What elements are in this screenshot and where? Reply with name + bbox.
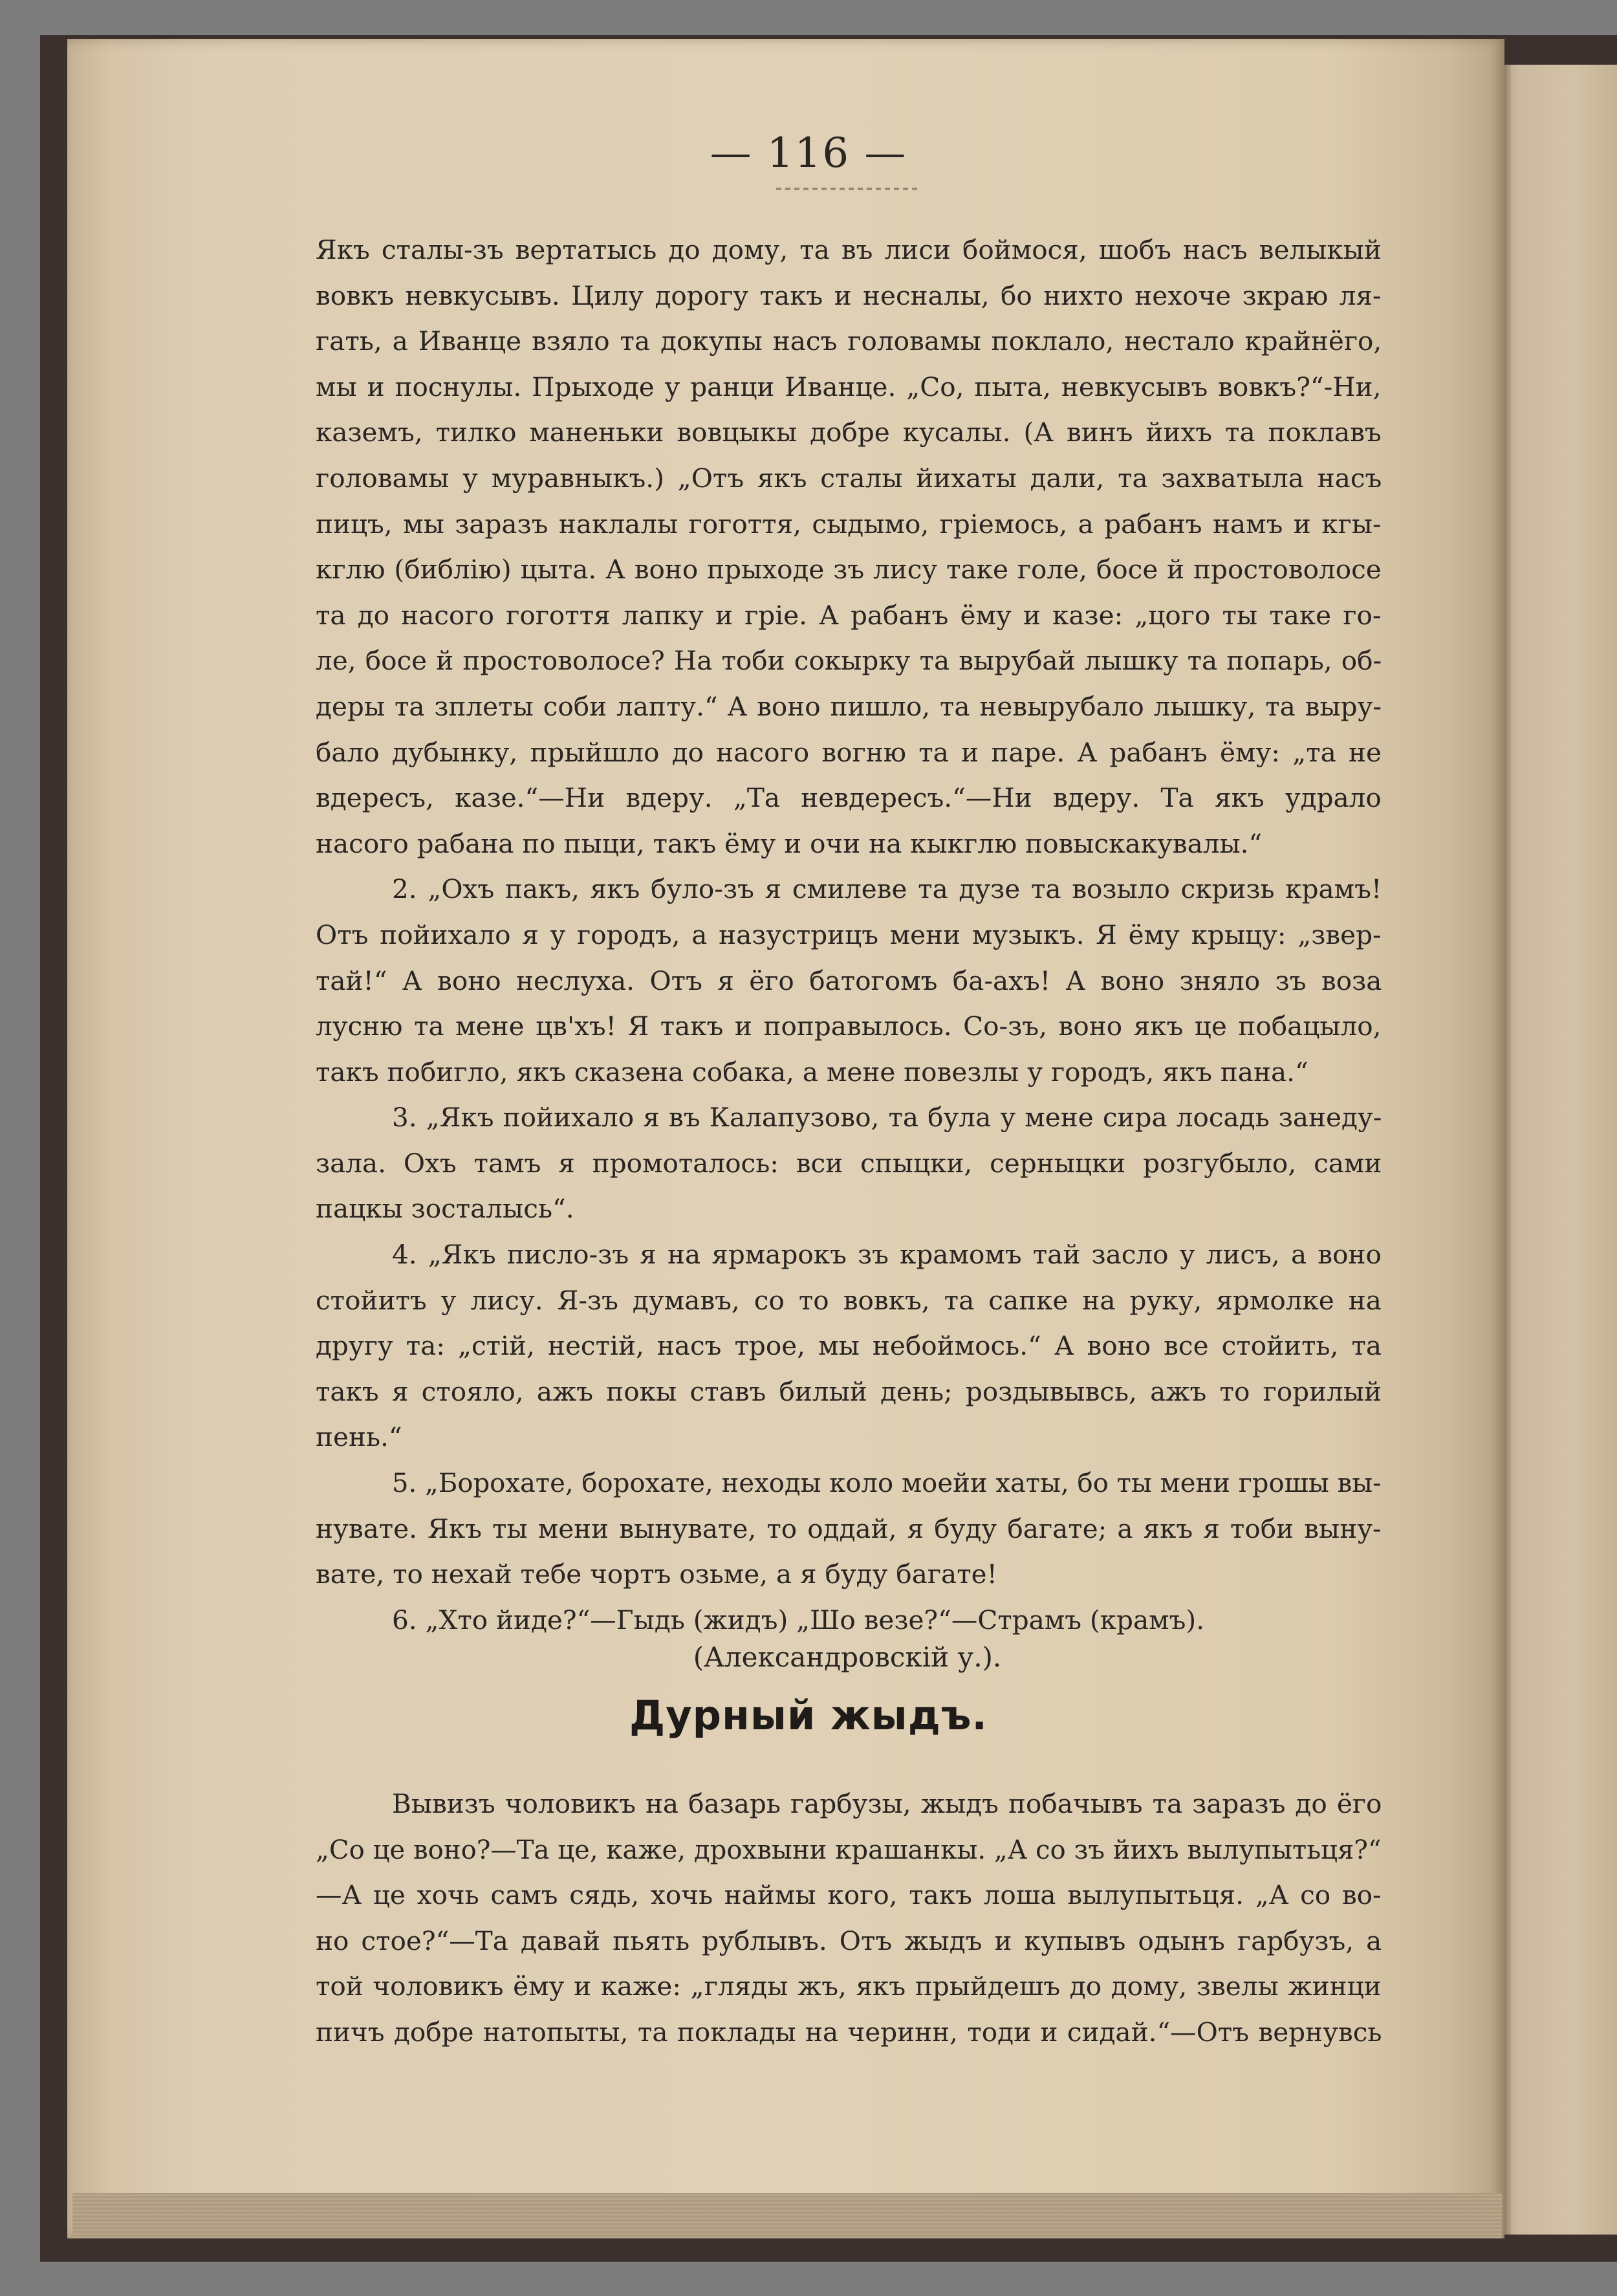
text-line: —А це хочь самъ сядь, хочь наймы кого, такъ лоша вылупытьця. „А со во-: [316, 1879, 1382, 1911]
text-line: Вывизъ чоловикъ на базарь гарбузы, жыдъ побачывъ та заразъ до ёго: [392, 1788, 1382, 1819]
text-line: „Со це воно?—Та це, каже, дрохвыни крашанкы. „А со зъ йихъ вылупытьця?“: [316, 1833, 1382, 1865]
text-line: такъ я стояло, ажъ покы ставъ билый день; роздывывсь, ажъ то горилый: [316, 1375, 1382, 1407]
text-line: тай!“ А воно неслуха. Отъ я ёго батогомъ ба-ахъ! А воно зняло зъ воза: [316, 965, 1382, 996]
adjacent-page-edge: [1504, 65, 1617, 2235]
text-line: пацкы зосталысь“.: [316, 1193, 574, 1225]
text-line: лусню та мене цв'хъ! Я такъ и поправылось. Со-зъ, воно якъ це побацыло,: [316, 1011, 1382, 1042]
text-line: гать, а Иванце взяло та докупы насъ головамы поклало, нестало крайнёго,: [316, 325, 1382, 357]
text-line: кглю (библію) цыта. А воно прыходе зъ лису таке голе, босе й простоволосе: [316, 554, 1382, 585]
text-line: той чоловикъ ёму и каже: „гляды жъ, якъ прыйдешъ до дому, звелы жинци: [316, 1971, 1382, 2002]
text-line: бало дубынку, прыйшло до насого вогню та и паре. А рабанъ ёму: „та не: [316, 736, 1382, 768]
text-line: вате, то нехай тебе чортъ озьме, а я буду багате!: [316, 1558, 997, 1590]
text-line: 2. „Охъ пакъ, якъ було-зъ я смилеве та дузе та возыло скризь крамъ!: [392, 873, 1382, 905]
text-line: 6. „Хто йиде?“—Гыдь (жидъ) „Шо везе?“—Страмъ (крамъ).: [392, 1604, 1205, 1635]
text-line: та до насого гогоття лапку и гріе. А рабанъ ёму и казе: „цого ты таке го-: [316, 599, 1382, 631]
text-line: Якъ сталы-зъ вертатысь до дому, та въ лиси боймося, шобъ насъ велыкый: [316, 234, 1382, 265]
text-line: зала. Охъ тамъ я промоталось: вси спыцки, серныцки розгубыло, сами: [316, 1147, 1382, 1179]
page-stack-edges: [72, 2193, 1502, 2238]
text-line: стойитъ у лису. Я-зъ думавъ, со то вовкъ, та сапке на руку, ярмолке на: [316, 1284, 1382, 1316]
text-line: мы и поснулы. Прыходе у ранци Иванце. „Со, пыта, невкусывъ вовкъ?“-Ни,: [316, 371, 1382, 402]
text-line: головамы у муравныкъ.) „Отъ якъ сталы йихаты дали, та захватыла насъ: [316, 462, 1382, 494]
text-line: вдересъ, казе.“—Ни вдеру. „Та невдересъ.“—Ни вдеру. Та якъ удрало: [316, 782, 1382, 814]
text-line: пень.“: [316, 1421, 402, 1453]
text-line: 4. „Якъ писло-зъ я на ярмарокъ зъ крамомъ тай засло у лисъ, а воно: [392, 1239, 1382, 1271]
text-line: пицъ, мы заразъ наклалы гогоття, сыдымо, гріемось, а рабанъ намъ и кгы-: [316, 508, 1382, 540]
text-line: насого рабана по пыци, такъ ёму и очи на кыкглю повыскакувалы.“: [316, 827, 1263, 859]
page-header: [0, 129, 1617, 188]
header-ornament: [776, 188, 918, 190]
text-line: каземъ, тилко маненьки вовцыкы добре кусалы. (А винъ йихъ та поклавъ: [316, 417, 1382, 448]
page-number: — 116 —: [710, 129, 907, 177]
text-line: 5. „Борохате, борохате, неходы коло моейи хаты, бо ты мени грошы вы-: [392, 1467, 1382, 1499]
text-line: пичъ добре натопыты, та поклады на черинн, тоди и сидай.“—Отъ вернувсь: [316, 2016, 1382, 2048]
text-line: такъ побигло, якъ сказена собака, а мене повезлы у городъ, якъ пана.“: [316, 1056, 1308, 1088]
story-title: Дурный жыдъ.: [629, 1692, 988, 1739]
text-line: 3. „Якъ пойихало я въ Калапузово, та була у мене сира лосадь занеду-: [392, 1102, 1382, 1133]
text-line: нувате. Якъ ты мени вынувате, то оддай, я буду багате; а якъ я тоби выну-: [316, 1513, 1382, 1544]
text-line: другу та: „стій, нестій, насъ трое, мы небоймось.“ А воно все стойить, та: [316, 1330, 1382, 1362]
text-line: но стое?“—Та давай пьять рублывъ. Отъ жыдъ и купывъ одынъ гарбузъ, а: [316, 1925, 1382, 1956]
text-line: деры та зплеты соби лапту.“ А воно пишло, та невырубало лышку, та выру-: [316, 690, 1382, 722]
text-line: вовкъ невкусывъ. Цилу дорогу такъ и несналы, бо нихто нехоче зкраю ля-: [316, 279, 1382, 311]
body-text-lower: [316, 1781, 1382, 2055]
attribution: (Александровскій у.).: [693, 1641, 1002, 1673]
text-line: ле, босе й простоволосе? На тоби сокырку та вырубай лышку та попарь, об-: [316, 645, 1382, 677]
body-text-upper: [316, 227, 1382, 1643]
text-line: Отъ пойихало я у городъ, а назустрицъ мени музыкъ. Я ёму крыцу: „звер-: [316, 919, 1382, 950]
